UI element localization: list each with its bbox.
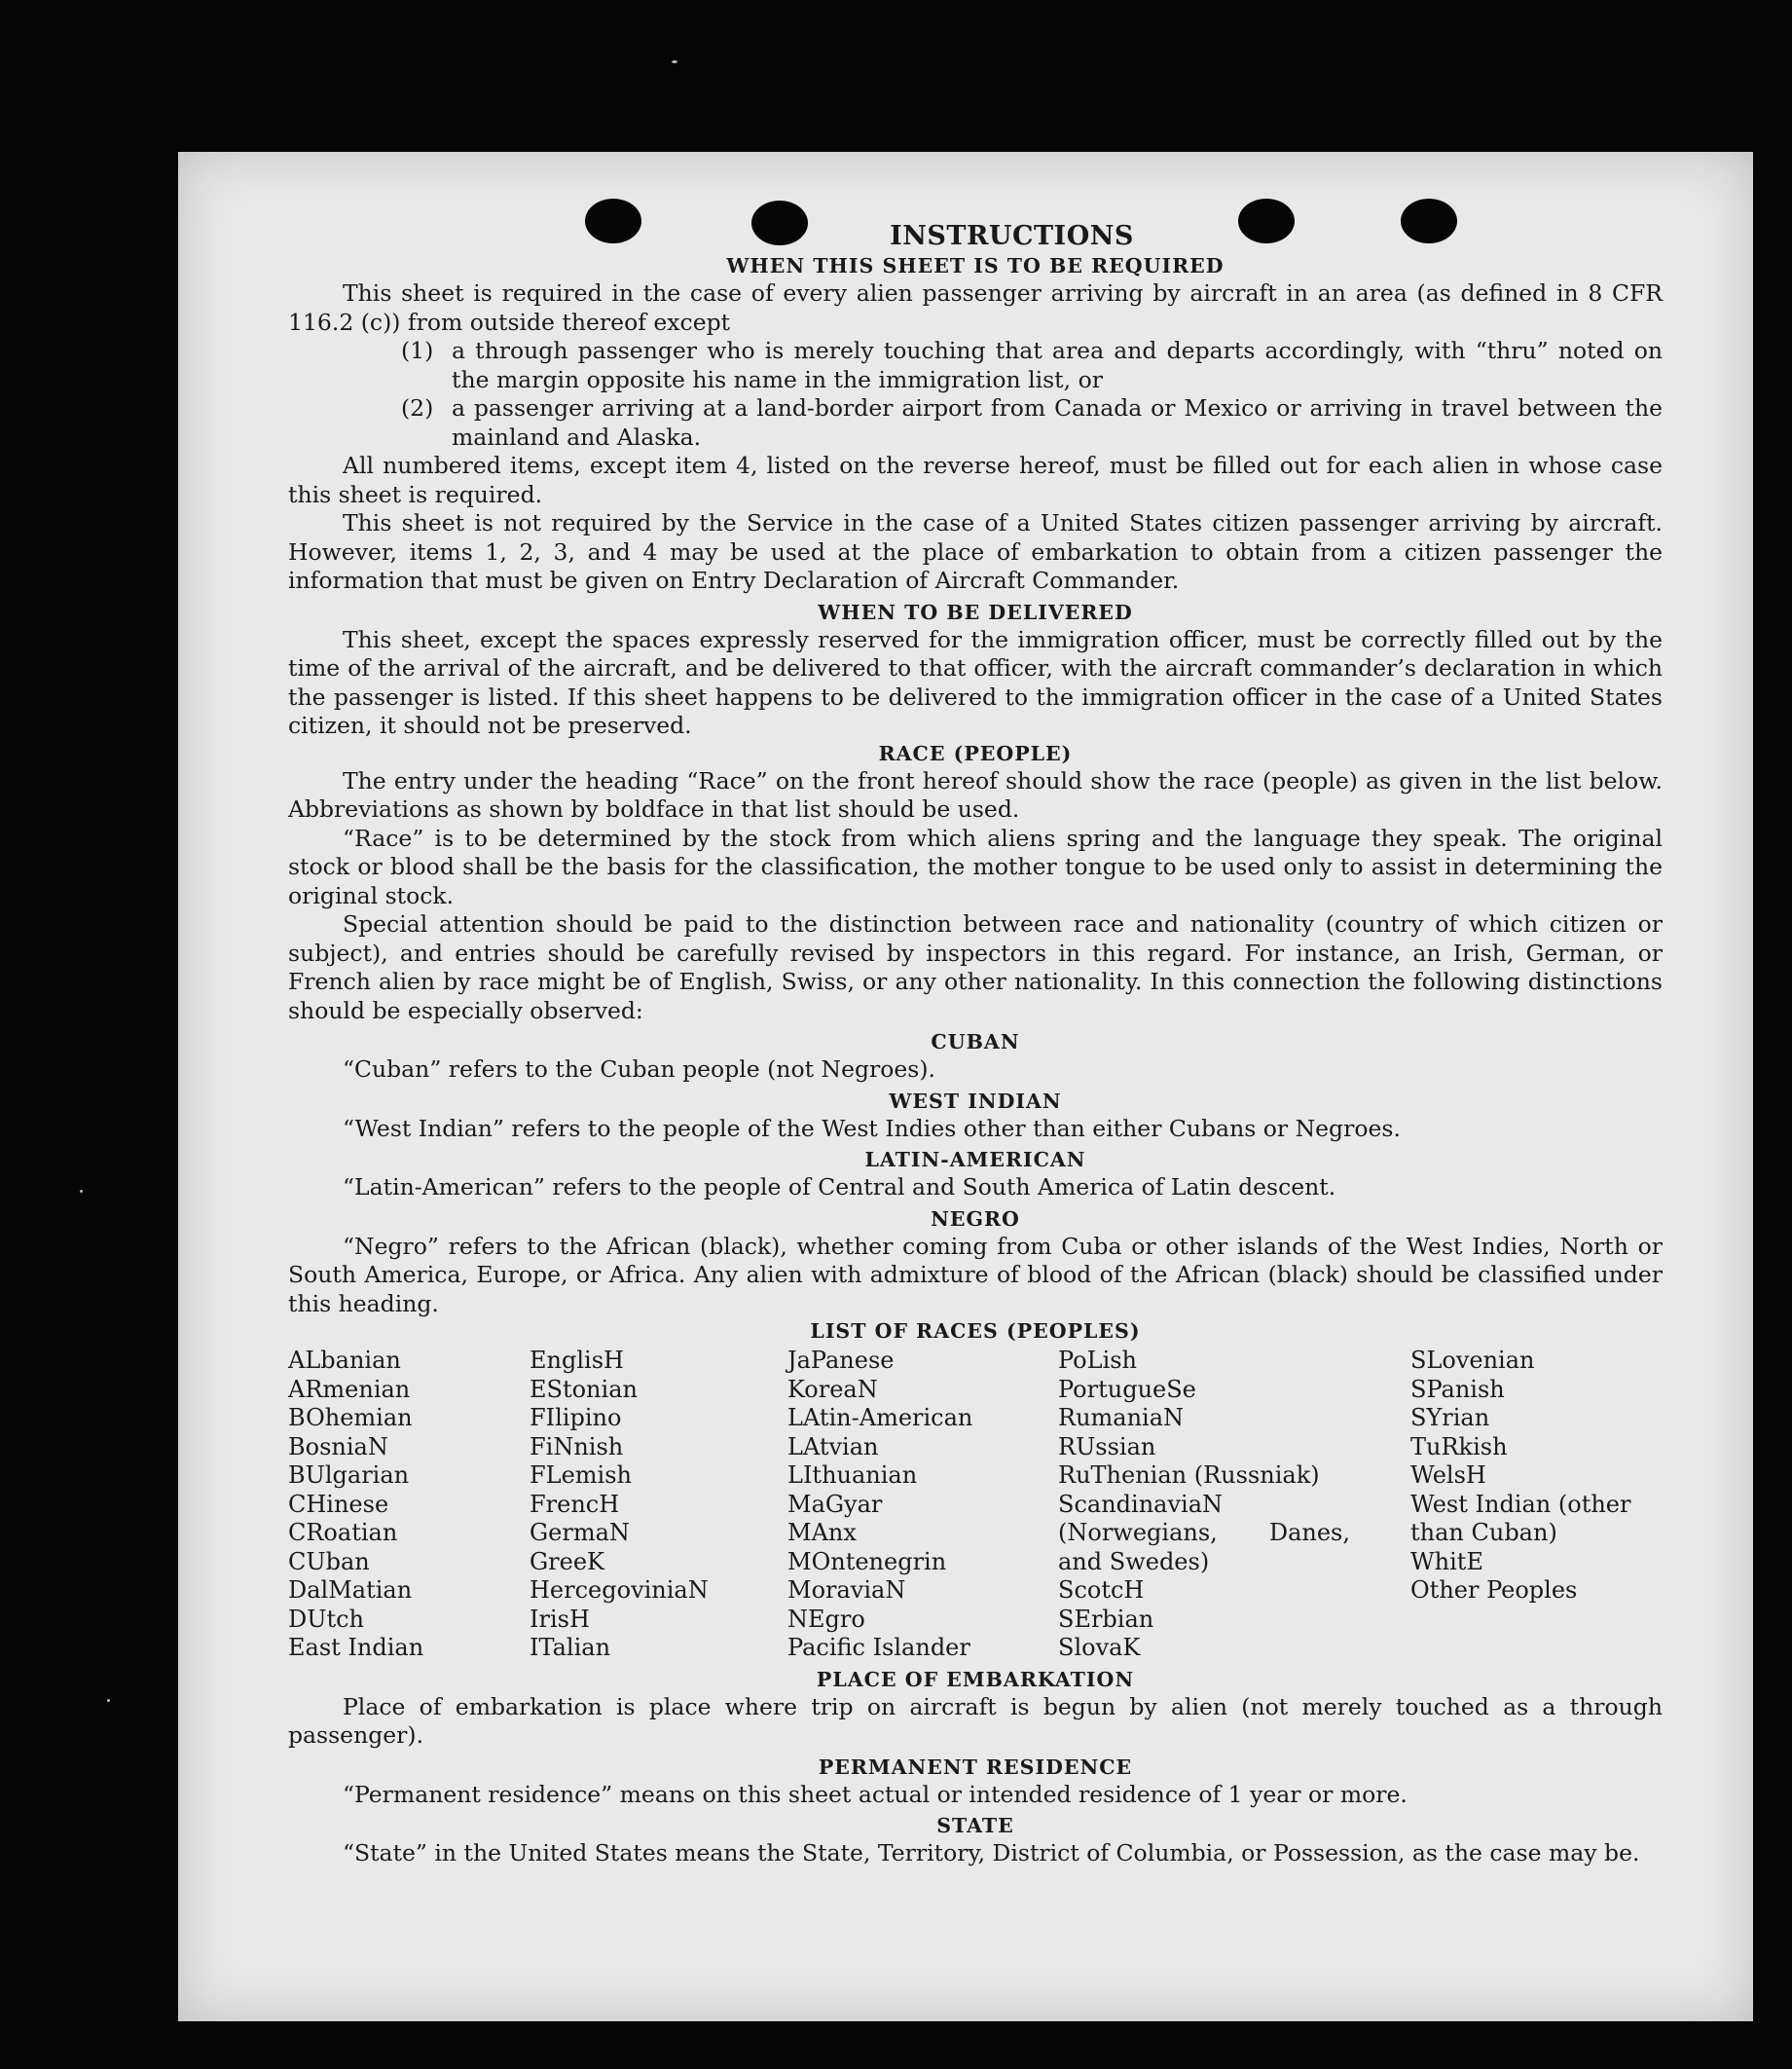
delivered-paragraph: This sheet, except the spaces expressly reserved for the immigration officer, must be correctly filled out by the time of the arrival of the aircraft, and be delivered to that officer, with the aircraft commander’s declaration in which the passenger is listed. If this sheet happens to be delivered to the immigration officer in the case of a United States citizen, it should not be preserved. — [288, 625, 1663, 739]
race-entry: RuThenian (Russniak) — [1058, 1461, 1320, 1489]
exception-number: (2) — [401, 394, 434, 422]
race-entry: ITalian — [530, 1634, 611, 1661]
race-entry: ScandinaviaN (Norwegians, Danes, and Swedes) — [1058, 1490, 1350, 1575]
race-entry: CHinese — [288, 1490, 389, 1518]
race-entry: TuRkish — [1410, 1432, 1508, 1460]
section-heading-negro: NEGRO — [931, 1206, 1020, 1231]
race-entry: SLovenian — [1410, 1347, 1535, 1374]
required-paragraph: All numbered items, except item 4, listed on the reverse hereof, must be filled out for each alien in whose case this sheet is required. — [288, 452, 1663, 508]
race-entry: BUlgarian — [288, 1461, 410, 1489]
race-entry: RUssian — [1058, 1432, 1156, 1460]
race-entry: East Indian — [288, 1634, 424, 1661]
race-entry: CRoatian — [288, 1519, 398, 1546]
state-definition: “State” in the United States means the State, Territory, District of Columbia, or Possession, as the case may be. — [343, 1839, 1640, 1866]
races-column — [288, 1347, 530, 1663]
section-heading-residence: PERMANENT RESIDENCE — [818, 1755, 1133, 1779]
race-entry: WhitE — [1410, 1547, 1483, 1575]
race-entry: LIthuanian — [787, 1461, 918, 1489]
race-entry: ScotcH — [1058, 1576, 1145, 1604]
race-entry: MOntenegrin — [787, 1547, 947, 1575]
latin-american-definition: “Latin-American” refers to the people of Central and South America of Latin descent. — [343, 1173, 1336, 1201]
section-heading-race: RACE (PEOPLE) — [878, 741, 1073, 765]
race-entry: GermaN — [530, 1519, 630, 1546]
scan-speck — [80, 1190, 83, 1193]
residence-definition: “Permanent residence” means on this sheet actual or intended residence of 1 year or more. — [343, 1780, 1408, 1808]
race-entry: MoraviaN — [787, 1576, 906, 1604]
race-entry: LAtvian — [787, 1432, 879, 1460]
section-heading-embarkation: PLACE OF EMBARKATION — [816, 1667, 1135, 1691]
race-entry: IrisH — [530, 1605, 590, 1633]
race-entry: MaGyar — [787, 1490, 883, 1518]
race-entry: RumaniaN — [1058, 1404, 1185, 1431]
race-entry: BOhemian — [288, 1404, 413, 1431]
race-paragraph: The entry under the heading “Race” on the front hereof should show the race (people) as given in the list below. Abbreviations as shown by boldface in that list should be used. — [288, 766, 1663, 823]
race-entry: DalMatian — [288, 1576, 413, 1604]
race-entry: GreeK — [530, 1547, 604, 1575]
race-entry: EStonian — [530, 1375, 638, 1403]
race-entry: ALbanian — [288, 1347, 401, 1374]
race-entry: SPanish — [1410, 1375, 1505, 1403]
race-entry: CUban — [288, 1547, 370, 1575]
race-entry: JaPanese — [787, 1347, 895, 1374]
races-column — [530, 1347, 787, 1663]
section-heading-cuban: CUBAN — [931, 1030, 1020, 1053]
race-entry: Pacific Islander — [787, 1634, 970, 1661]
west-indian-definition: “West Indian” refers to the people of the West Indies other than either Cubans or Negroes. — [343, 1114, 1401, 1142]
race-entry: KoreaN — [787, 1375, 878, 1403]
section-heading-delivered: WHEN TO BE DELIVERED — [818, 600, 1133, 624]
race-entry: WelsH — [1410, 1461, 1486, 1489]
exception-item — [288, 337, 1663, 394]
race-entry: ARmenian — [288, 1375, 411, 1403]
race-entry: FIlipino — [530, 1404, 622, 1431]
race-entry: PoLish — [1058, 1347, 1138, 1374]
negro-definition: “Negro” refers to the African (black), whether coming from Cuba or other islands of the West Indies, North or South America, Europe, or Africa. Any alien with admixture of blood of the African (black) should be classified under this heading. — [288, 1232, 1663, 1317]
page-title: INSTRUCTIONS — [890, 221, 1134, 251]
races-column — [1058, 1347, 1410, 1663]
required-paragraph: This sheet is not required by the Service in the case of a United States citizen passenger arriving by aircraft. However, items 1, 2, 3, and 4 may be used at the place of embarkation to obtain from a citizen passenger the information that must be given on Entry Declaration of Aircraft Commander. — [288, 509, 1663, 594]
exception-text: a passenger arriving at a land-border airport from Canada or Mexico or arriving in travel between the mainland and Alaska. — [452, 394, 1663, 451]
exception-item — [288, 394, 1663, 452]
race-entry: DUtch — [288, 1605, 365, 1633]
race-entry: Other Peoples — [1410, 1576, 1578, 1604]
race-entry: SYrian — [1410, 1404, 1490, 1431]
race-entry: FLemish — [530, 1461, 632, 1489]
section-heading-west-indian: WEST INDIAN — [889, 1089, 1062, 1113]
embarkation-definition: Place of embarkation is place where trip on aircraft is begun by alien (not merely touched as a through passenger). — [288, 1692, 1663, 1749]
section-heading-required: WHEN THIS SHEET IS TO BE REQUIRED — [726, 254, 1225, 277]
race-paragraph: “Race” is to be determined by the stock from which aliens spring and the language they speak. The original stock or blood shall be the basis for the classification, the mother tongue to be used only to assist in determining the original stock. — [288, 824, 1663, 909]
race-entry: HercegoviniaN — [530, 1576, 709, 1604]
race-entry: NEgro — [787, 1605, 865, 1633]
section-heading-list-of-races: LIST OF RACES (PEOPLES) — [810, 1319, 1141, 1343]
race-entry: FiNnish — [530, 1432, 624, 1460]
race-entry: EnglisH — [530, 1347, 624, 1374]
race-entry: West Indian (other than Cuban) — [1410, 1490, 1631, 1546]
scan-speck — [672, 60, 677, 63]
instructions-content — [288, 220, 1663, 1868]
race-entry: BosniaN — [288, 1432, 388, 1460]
races-column — [787, 1347, 1058, 1663]
section-heading-state: STATE — [936, 1814, 1014, 1837]
exception-number: (1) — [401, 337, 434, 364]
race-entry: MAnx — [787, 1519, 857, 1546]
race-entry: PortugueSe — [1058, 1375, 1196, 1403]
scan-speck — [107, 1699, 110, 1702]
race-entry: SlovaK — [1058, 1634, 1141, 1661]
cuban-definition: “Cuban” refers to the Cuban people (not Negroes). — [343, 1055, 936, 1083]
exception-text: a through passenger who is merely touching that area and departs accordingly, with “thru” noted on the margin opposite his name in the immigration list, or — [452, 337, 1663, 393]
section-heading-latin-american: LATIN-AMERICAN — [864, 1148, 1086, 1171]
race-entry: FrencH — [530, 1490, 620, 1518]
race-paragraph: Special attention should be paid to the distinction between race and nationality (country of which citizen or subject), and entries should be carefully revised by inspectors in this regard. For instance, an Irish, German, or French alien by race might be of English, Swiss, or any other nationality. In this connection the following distinctions should be especially observed: — [288, 910, 1663, 1024]
race-entry: LAtin-American — [787, 1404, 973, 1431]
races-column — [1410, 1347, 1663, 1663]
race-entry: SErbian — [1058, 1605, 1154, 1633]
required-intro: This sheet is required in the case of every alien passenger arriving by aircraft in an area (as defined in 8 CFR 116.2 (c)) from outside thereof except — [288, 279, 1663, 336]
races-list — [288, 1347, 1663, 1663]
